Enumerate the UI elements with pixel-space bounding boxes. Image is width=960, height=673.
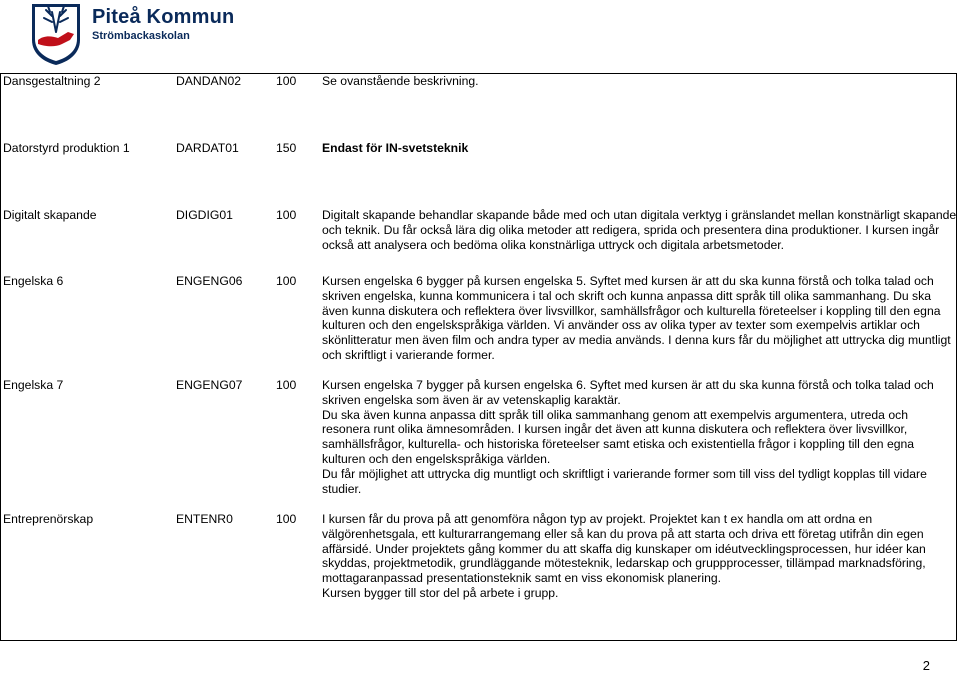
header: [30, 2, 330, 68]
page-number: 2: [922, 658, 930, 673]
course-name: Engelska 6: [3, 274, 64, 288]
course-points: 100: [276, 512, 297, 526]
course-code: DANDAN02: [176, 74, 242, 88]
course-points: 100: [276, 208, 297, 222]
course-code: ENGENG06: [176, 274, 243, 288]
course-table: [0, 74, 958, 632]
description-line: Kursen bygger till stor del på arbete i grupp.: [322, 585, 559, 600]
table-row: [0, 208, 958, 274]
course-description: Endast för IN-svetsteknik: [322, 141, 469, 155]
course-name: Entreprenörskap: [3, 512, 94, 526]
course-description: Se ovanstående beskrivning.: [322, 74, 479, 88]
table-row: [0, 274, 958, 378]
table-row: [0, 141, 958, 208]
course-description: [319, 512, 958, 632]
course-code: DIGDIG01: [176, 208, 233, 222]
course-code: DARDAT01: [176, 141, 239, 155]
course-points: 100: [276, 378, 297, 392]
course-name: Digitalt skapande: [3, 208, 97, 222]
course-description: [319, 378, 958, 512]
org-name: Piteå Kommun: [92, 6, 235, 28]
description-line: Kursen engelska 7 bygger på kursen engelska 6. Syftet med kursen är att du ska kunna förstå och tolka talad och skriven engelska som även är av vetenskaplig karaktär.: [322, 378, 934, 407]
course-name: Datorstyrd produktion 1: [3, 141, 130, 155]
description-line: Du ska även kunna anpassa ditt språk till olika sammanhang genom att exempelvis argumentera, utreda och resonera runt olika ämnesområden. I kursen ingår det även att kunna diskutera och reflektera över livsvillkor, samhällsfrågor, kulturella- och historiska företeelser samt etiska och existentiella frågor i koppling till den egna kulturen och den engelskspråkiga världen.: [322, 407, 915, 466]
course-name: Engelska 7: [3, 378, 64, 392]
course-name: Dansgestaltning 2: [3, 74, 101, 88]
pitea-coat-of-arms-logo: [30, 2, 82, 66]
org-subtitle: Strömbackaskolan: [92, 30, 190, 42]
course-points: 150: [276, 141, 297, 155]
course-points: 100: [276, 74, 297, 88]
description-line: Du får möjlighet att uttrycka dig muntligt och skriftligt i varierande former som till viss del tydligt kopplas till vidare studier.: [322, 466, 927, 496]
table-row: [0, 512, 958, 632]
table-row: [0, 74, 958, 141]
course-code: ENTENR0: [176, 512, 233, 526]
description-line: I kursen får du prova på att genomföra någon typ av projekt. Projektet kan t ex handla om att ordna en välgörenhetsgala, ett kulturarrangemang eller så kan du prova på att starta och driva ett företag utifrån din egen affärsidé. Under projektets gång kommer du att skaffa dig kunskaper om idéutvecklingsprocessen, hur idéer kan skyddas, projektmetodik, grundläggande mötesteknik, ledarskap och gruppprocesser, tillämpad marknadsföring, mottagaranpassad presentationsteknik samt en viss ekonomisk planering.: [322, 512, 926, 586]
course-description: Digitalt skapande behandlar skapande både med och utan digitala verktyg i gränslandet mellan konstnärligt skapande och teknik. Du får också lära dig olika metoder att redigera, sprida och presentera dina produktioner. I kursen ingår också att analysera och bedöma olika konstnärliga uttryck och digitala arbetsmetoder.: [322, 208, 957, 252]
course-code: ENGENG07: [176, 378, 243, 392]
course-description: Kursen engelska 6 bygger på kursen engelska 5. Syftet med kursen är att du ska kunna förstå och tolka talad och skriven engelska, kunna kommunicera i tal och skrift och kunna anpassa ditt språk till olika sammanhang. Du ska även kunna diskutera och reflektera över livsvillkor, samhällsfrågor och kulturella företeelser i koppling till den egna kulturen och den engelskspråkiga världen. Vi använder oss av olika typer av texter som exempelvis artiklar och skönlitteratur men även film och andra typer av media används. I denna kurs får du möjlighet att uttrycka dig muntligt och skriftligt i varierande former.: [322, 274, 951, 362]
course-points: 100: [276, 274, 297, 288]
table-row: [0, 378, 958, 512]
